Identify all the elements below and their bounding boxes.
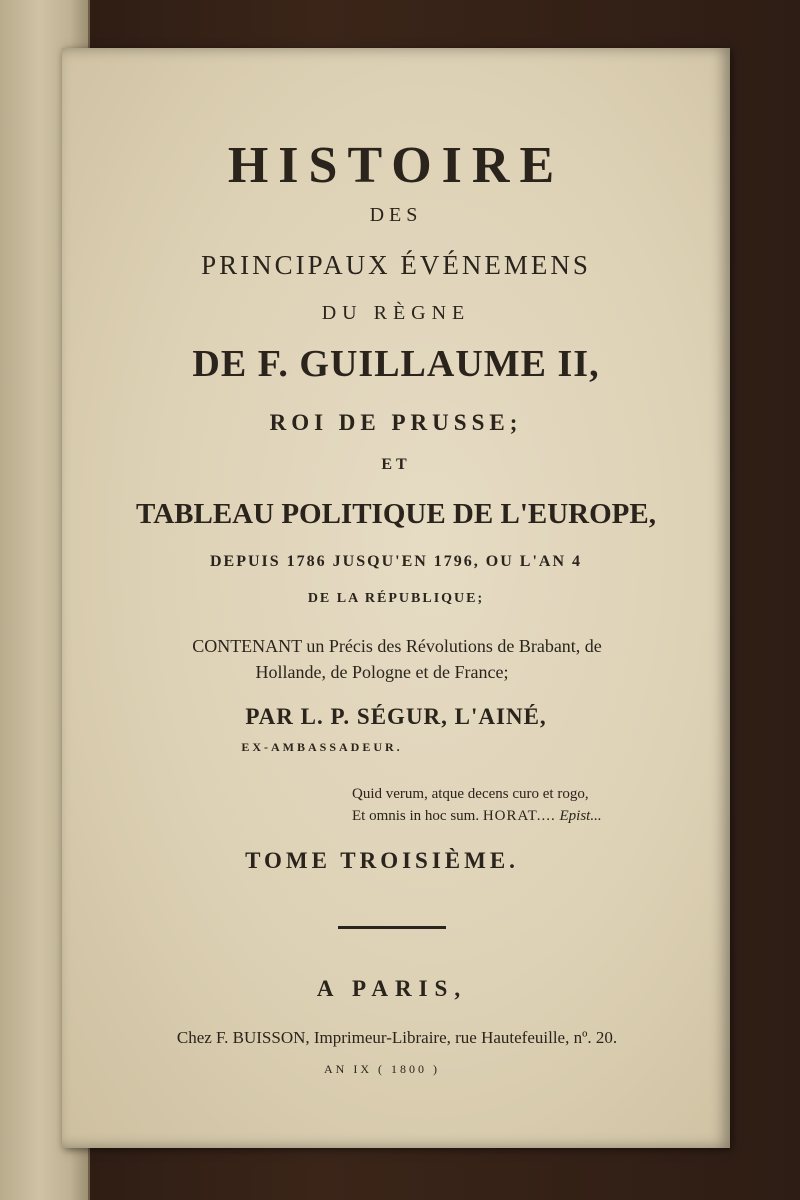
title-line-guillaume: DE F. GUILLAUME II, [192, 343, 600, 385]
imprint-city: A PARIS, [316, 976, 468, 1001]
title-line-et: ET [381, 456, 411, 473]
imprint-printer: Chez F. BUISSON, Imprimeur-Libraire, rue Hautefeuille, nº. 20. [176, 1028, 618, 1047]
title-line-regne: DU RÈGNE [321, 302, 471, 324]
title-page [62, 48, 730, 1148]
book-title: HISTOIRE [227, 137, 565, 194]
epigraph-author: HORAT.... [482, 808, 556, 824]
contents-line-2: Hollande, de Pologne et de France; [255, 662, 509, 682]
title-line-principaux: PRINCIPAUX ÉVÉNEMENS [201, 250, 591, 280]
volume-line: TOME TROISIÈME. [245, 848, 519, 873]
author-line: PAR L. P. SÉGUR, L'AINÉ, [245, 704, 547, 729]
epigraph-line-1: Quid verum, atque decens curo et rogo, [352, 786, 589, 802]
title-line-tableau: TABLEAU POLITIQUE DE L'EUROPE, [136, 498, 656, 530]
title-line-roi: ROI DE PRUSSE; [269, 410, 523, 435]
epigraph-text: Et omnis in hoc sum. [352, 808, 480, 824]
author-title: EX-AMBASSADEUR. [241, 740, 403, 754]
epigraph-source: Epist... [559, 808, 602, 824]
title-line-republique: DE LA RÉPUBLIQUE; [307, 591, 485, 606]
epigraph-line-2 [352, 808, 602, 825]
contents-line-1: CONTENANT un Précis des Révolutions de Brabant, de [192, 636, 602, 656]
title-line-depuis: DEPUIS 1786 JUSQU'EN 1796, OU L'AN 4 [209, 553, 583, 570]
divider-rule [338, 926, 446, 929]
title-line-des: DES [369, 204, 423, 226]
imprint-date: AN IX ( 1800 ) [324, 1062, 440, 1076]
